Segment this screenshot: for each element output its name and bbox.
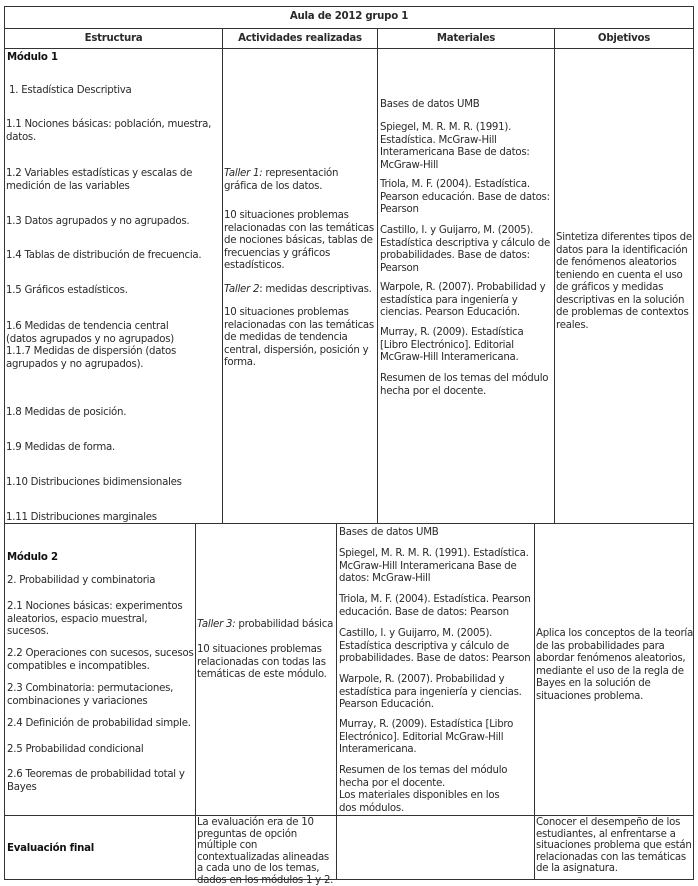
- modulo2-estructura: [4, 523, 196, 816]
- objective-text: Aplica los conceptos de la teoría de las probabilidades para abordar fenómenos aleatorios, mediante el uso de la regla de Bayes en la solución de situaciones problema.: [536, 628, 693, 702]
- taller-label: Taller 3:: [197, 619, 236, 630]
- modulo1-estructura: [4, 48, 223, 524]
- material-item: Castillo, I. y Guijarro, M. (2005). Estadística descriptiva y cálculo de probabilidades. Base de datos: Pearson: [380, 225, 550, 274]
- material-item: Triola, M. F. (2004). Estadística. Pearson educación. Base de datos: Pearson: [380, 179, 550, 215]
- list-item: 1.8 Medidas de posición.: [6, 407, 127, 418]
- modulo2-materiales: [336, 523, 535, 816]
- modulo1-materiales: [377, 48, 555, 524]
- modulo1-objetivos: [554, 48, 694, 524]
- material-item: Bases de datos UMB: [380, 99, 480, 110]
- activity-text: probabilidad básica: [235, 619, 334, 630]
- list-item: 1.5 Gráficos estadísticos.: [6, 285, 128, 296]
- evaluacion-label: Evaluación final: [7, 843, 94, 854]
- list-item: 1.10 Distribuciones bidimensionales: [6, 477, 182, 488]
- list-item: 1.3 Datos agrupados y no agrupados.: [6, 216, 190, 227]
- activity-item: 10 situaciones problemas relacionadas con todas las temáticas de este módulo.: [197, 644, 327, 680]
- list-item: 1.2 Variables estadísticas y escalas de medición de las variables: [6, 168, 193, 192]
- header-materiales: [377, 28, 555, 49]
- taller-label: Taller 1:: [224, 168, 263, 179]
- material-item: Spiegel, M. R. M. R. (1991). Estadística. McGraw-Hill Interamericana Base de datos: McGraw-Hill: [380, 122, 530, 171]
- activity-item: 10 situaciones problemas relacionadas con las temáticas de nociones básicas, tablas de frecuencias y gráficos estadísticos.: [224, 210, 374, 271]
- material-item: Spiegel, M. R. M. R. (1991). Estadística. McGraw-Hill Interamericana Base de datos: McGraw-Hill: [339, 548, 529, 584]
- header-label: Materiales: [436, 33, 496, 44]
- objective-text: Sintetiza diferentes tipos de datos para la identificación de fenómenos aleatorios teniendo en cuenta el uso de gráficos y medidas descriptivas en la solución de problemas de contextos reales.: [556, 232, 692, 331]
- list-item: 1.11 Distribuciones marginales: [6, 512, 157, 523]
- list-item: 2.4 Definición de probabilidad simple.: [7, 718, 191, 729]
- activity-item: 10 situaciones problemas relacionadas con las temáticas de medidas de tendencia central, dispersión, posición y forma.: [224, 307, 374, 368]
- modulo1-label: Módulo 1: [7, 52, 58, 63]
- evaluacion-actividades: [195, 815, 337, 886]
- material-item: Murray, R. (2009). Estadística [Libro Electrónico]. Editorial McGraw-Hill Interamericana.: [380, 327, 524, 363]
- material-item: Resumen de los temas del módulo hecha por el docente.: [339, 765, 508, 789]
- table-title: Aula de 2012 grupo 1: [289, 11, 409, 22]
- activity-item: La evaluación era de 10 preguntas de opción múltiple con contextualizadas alineadas a cada uno de los temas, dados en los módulos 1 y 2.: [197, 817, 334, 886]
- header-label: Actividades realizadas: [238, 33, 362, 44]
- list-item: 1.4 Tablas de distribución de frecuencia.: [6, 250, 202, 261]
- list-item: 2.1 Nociones básicas: experimentos aleatorios, espacio muestral, sucesos.: [7, 601, 183, 637]
- header-actividades: [222, 28, 378, 49]
- activity-item: [224, 284, 374, 297]
- modulo2-actividades: [195, 523, 337, 816]
- evaluacion-estructura: [4, 815, 196, 880]
- objective-text: Conocer el desempeño de los estudiantes, al enfrentarse a situaciones problema que están relacionadas con las temáticas de la asignatura.: [536, 817, 692, 874]
- modulo2-label: Módulo 2: [7, 552, 58, 563]
- activity-item: [197, 619, 337, 632]
- list-item: 1. Estadística Descriptiva: [9, 85, 132, 96]
- header-estructura: [4, 28, 223, 49]
- material-item: Los materiales disponibles en los dos módulos.: [339, 790, 500, 814]
- table-title-cell: [4, 6, 694, 29]
- material-item: Castillo, I. y Guijarro, M. (2005). Estadística descriptiva y cálculo de probabilidades. Base de datos: Pearson: [339, 628, 531, 664]
- list-item: 2.3 Combinatoria: permutaciones, combinaciones y variaciones: [7, 683, 174, 707]
- modulo2-objetivos: [534, 523, 694, 816]
- evaluacion-objetivos: [534, 815, 694, 880]
- activity-text: representación gráfica de los datos.: [224, 168, 339, 192]
- activity-item: [224, 168, 374, 193]
- list-item: 2.5 Probabilidad condicional: [7, 744, 144, 755]
- list-item: 2.6 Teoremas de probabilidad total y Bayes: [7, 769, 185, 793]
- list-item: 2.2 Operaciones con sucesos, sucesos compatibles e incompatibles.: [7, 648, 194, 672]
- taller-label: Taller 2: [224, 284, 260, 295]
- material-item: Warpole, R. (2007). Probabilidad y estadística para ingeniería y ciencias. Pearson Educación.: [380, 282, 546, 318]
- modulo1-actividades: [222, 48, 378, 524]
- activity-text: : medidas descriptivas.: [259, 284, 372, 295]
- list-item: 2. Probabilidad y combinatoria: [7, 575, 156, 586]
- header-objetivos: [554, 28, 694, 49]
- material-item: Resumen de los temas del módulo hecha por el docente.: [380, 373, 549, 397]
- header-label: Objetivos: [597, 33, 651, 44]
- list-item: 1.9 Medidas de forma.: [6, 442, 116, 453]
- evaluacion-materiales: [336, 815, 535, 880]
- list-item: 1.1 Nociones básicas: población, muestra, datos.: [6, 119, 212, 143]
- material-item: Warpole, R. (2007). Probabilidad y estadística para ingeniería y ciencias. Pearson Educación.: [339, 674, 522, 710]
- material-item: Triola, M. F. (2004). Estadística. Pearson educación. Base de datos: Pearson: [339, 594, 531, 618]
- material-item: Bases de datos UMB: [339, 527, 439, 538]
- list-item: 1.6 Medidas de tendencia central (datos agrupados y no agrupados) 1.1.7 Medidas de dispersión (datos agrupados y no agrupados).: [6, 321, 177, 370]
- header-label: Estructura: [84, 33, 143, 44]
- material-item: Murray, R. (2009). Estadística [Libro Electrónico]. Editorial McGraw-Hill Interamericana.: [339, 719, 514, 755]
